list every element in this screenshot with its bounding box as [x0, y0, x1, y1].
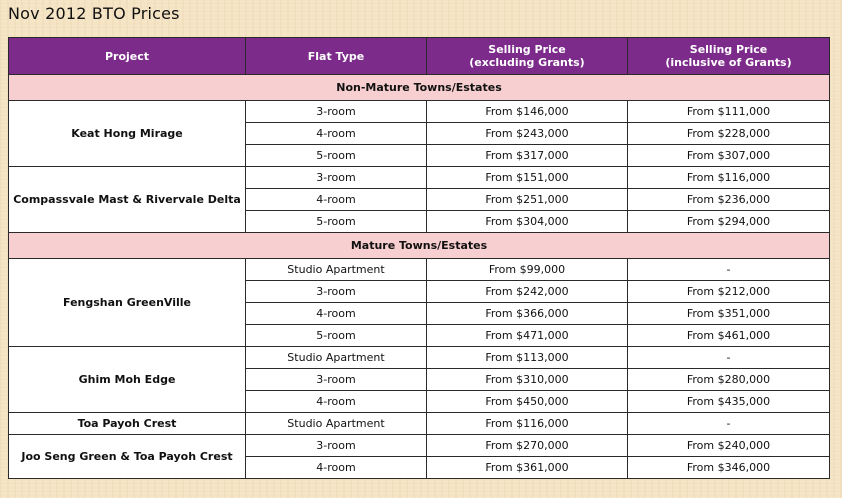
table-body: [9, 75, 830, 479]
price-excluding-grants-cell: From $116,000: [427, 413, 628, 435]
price-inclusive-grants-cell: -: [628, 347, 830, 369]
price-inclusive-grants-cell: From $307,000: [628, 145, 830, 167]
flat-type-cell: Studio Apartment: [246, 347, 427, 369]
flat-type-cell: 3-room: [246, 369, 427, 391]
table-row: [9, 101, 830, 123]
bto-prices-table: [8, 37, 830, 479]
price-excluding-grants-cell: From $243,000: [427, 123, 628, 145]
header-price-inclusive-grants: [628, 38, 830, 75]
price-excluding-grants-cell: From $99,000: [427, 259, 628, 281]
flat-type-cell: 5-room: [246, 145, 427, 167]
price-excluding-grants-cell: From $310,000: [427, 369, 628, 391]
flat-type-cell: 4-room: [246, 303, 427, 325]
flat-type-cell: 5-room: [246, 325, 427, 347]
header-project: Project: [9, 38, 246, 75]
flat-type-cell: 5-room: [246, 211, 427, 233]
price-inclusive-grants-cell: From $212,000: [628, 281, 830, 303]
price-inclusive-grants-cell: -: [628, 413, 830, 435]
price-inclusive-grants-cell: From $346,000: [628, 457, 830, 479]
price-inclusive-grants-cell: From $111,000: [628, 101, 830, 123]
price-inclusive-grants-cell: From $116,000: [628, 167, 830, 189]
flat-type-cell: 4-room: [246, 123, 427, 145]
price-inclusive-grants-cell: From $228,000: [628, 123, 830, 145]
flat-type-cell: 3-room: [246, 167, 427, 189]
group-row: [9, 233, 830, 259]
price-excluding-grants-cell: From $251,000: [427, 189, 628, 211]
project-name: Compassvale Mast & Rivervale Delta: [9, 167, 246, 233]
project-name: Fengshan GreenVille: [9, 259, 246, 347]
group-row: [9, 75, 830, 101]
price-inclusive-grants-cell: From $280,000: [628, 369, 830, 391]
project-name: Ghim Moh Edge: [9, 347, 246, 413]
project-name: Toa Payoh Crest: [9, 413, 246, 435]
price-inclusive-grants-cell: -: [628, 259, 830, 281]
price-excluding-grants-cell: From $471,000: [427, 325, 628, 347]
flat-type-cell: 4-room: [246, 457, 427, 479]
price-excluding-grants-cell: From $146,000: [427, 101, 628, 123]
flat-type-cell: 4-room: [246, 391, 427, 413]
flat-type-cell: Studio Apartment: [246, 259, 427, 281]
table-row: [9, 435, 830, 457]
price-inclusive-grants-cell: From $294,000: [628, 211, 830, 233]
price-excluding-grants-cell: From $270,000: [427, 435, 628, 457]
group-label: Mature Towns/Estates: [9, 233, 830, 259]
table-row: [9, 259, 830, 281]
header-price-incl-line1: Selling Price: [689, 43, 768, 56]
header-price-excluding-grants: [427, 38, 628, 75]
header-price-excl-line2: (excluding Grants): [469, 56, 585, 69]
table-header: [9, 38, 830, 75]
price-inclusive-grants-cell: From $435,000: [628, 391, 830, 413]
price-inclusive-grants-cell: From $351,000: [628, 303, 830, 325]
price-excluding-grants-cell: From $361,000: [427, 457, 628, 479]
price-excluding-grants-cell: From $450,000: [427, 391, 628, 413]
price-inclusive-grants-cell: From $461,000: [628, 325, 830, 347]
table-row: [9, 167, 830, 189]
flat-type-cell: 3-room: [246, 101, 427, 123]
header-price-incl-line2: (inclusive of Grants): [665, 56, 792, 69]
price-excluding-grants-cell: From $113,000: [427, 347, 628, 369]
price-excluding-grants-cell: From $317,000: [427, 145, 628, 167]
price-excluding-grants-cell: From $242,000: [427, 281, 628, 303]
table-row: [9, 347, 830, 369]
project-name: Keat Hong Mirage: [9, 101, 246, 167]
group-label: Non-Mature Towns/Estates: [9, 75, 830, 101]
price-inclusive-grants-cell: From $236,000: [628, 189, 830, 211]
table-row: [9, 413, 830, 435]
header-row: [9, 38, 830, 75]
project-name: Joo Seng Green & Toa Payoh Crest: [9, 435, 246, 479]
flat-type-cell: 4-room: [246, 189, 427, 211]
price-inclusive-grants-cell: From $240,000: [628, 435, 830, 457]
flat-type-cell: 3-room: [246, 281, 427, 303]
flat-type-cell: 3-room: [246, 435, 427, 457]
page-title: Nov 2012 BTO Prices: [8, 4, 180, 23]
flat-type-cell: Studio Apartment: [246, 413, 427, 435]
price-excluding-grants-cell: From $151,000: [427, 167, 628, 189]
header-flat-type: Flat Type: [246, 38, 427, 75]
header-price-excl-line1: Selling Price: [488, 43, 566, 56]
price-excluding-grants-cell: From $366,000: [427, 303, 628, 325]
price-excluding-grants-cell: From $304,000: [427, 211, 628, 233]
